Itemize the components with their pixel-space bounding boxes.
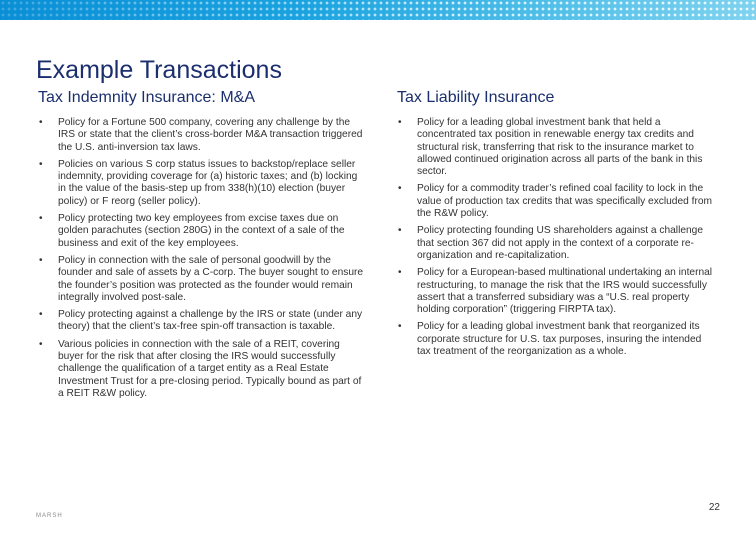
bullet-icon: • — [39, 158, 43, 170]
bullet-icon: • — [39, 213, 43, 225]
list-item-text: Various policies in connection with the sale of a REIT, covering buyer for the risk that after closing the IRS would successfully challenge the qualification of a target entity as a Real Estate Investment Trust for a pre-closing period. Typically bound as part of a REIT R&W policy. — [58, 338, 362, 399]
page-title: Example Transactions — [36, 56, 282, 84]
list-item-text: Policy for a leading global investment bank that held a concentrated tax position in renewable energy tax credits and structural risk, transferring that risk to the insurance market to allowed continued origination across all parts of the bank in this sector. — [417, 117, 703, 178]
left-bullet-list — [38, 117, 366, 400]
list-item-text: Policy for a Fortune 500 company, covering any challenge by the IRS or state that the client’s cross-border M&A transaction triggered the U.S. anti-inversion tax laws. — [58, 117, 363, 153]
bullet-icon: • — [39, 309, 43, 321]
page-number: 22 — [708, 502, 720, 513]
list-item — [38, 255, 366, 304]
tax-liability-column — [397, 89, 715, 363]
list-item — [38, 339, 366, 400]
list-item-text: Policy for a European-based multinational undertaking an internal restructuring, to manage the risk that the IRS would successfully assert that a transferred subsidiary was a “U.S. real property holding corporation” (triggering FIRPTA tax). — [417, 267, 713, 316]
list-item — [397, 225, 715, 262]
top-decorative-band — [0, 0, 756, 20]
bullet-icon: • — [39, 338, 43, 350]
list-item — [38, 213, 366, 250]
list-item-text: Policies on various S corp status issues to backstop/replace seller indemnity, providing coverage for (a) historic taxes; and (b) locking in the value of the basis-step up from 338(h)(10) election (buyer policy) or F reorg (seller policy). — [58, 158, 358, 207]
bullet-icon: • — [398, 225, 402, 237]
list-item-text: Policy for a commodity trader’s refined coal facility to lock in the value of production tax credits that was specifically excluded from the R&W policy. — [417, 183, 713, 220]
bullet-icon: • — [39, 254, 43, 266]
bullet-icon: • — [398, 267, 402, 279]
bullet-icon: • — [398, 183, 402, 195]
list-item — [397, 117, 715, 178]
tax-indemnity-column — [38, 89, 366, 405]
list-item-text: Policy protecting two key employees from excise taxes due on golden parachutes (section 280G) in the context of a sale of the business and exit of the key employees. — [58, 213, 345, 249]
list-item — [397, 183, 715, 220]
right-column-heading: Tax Liability Insurance — [397, 89, 555, 106]
list-item — [38, 309, 366, 334]
list-item-text: Policy protecting founding US shareholders against a challenge that section 367 did not apply in the context of a corporate re-organization and re-capitalization. — [417, 225, 703, 261]
left-column-heading: Tax Indemnity Insurance: M&A — [38, 89, 255, 106]
bullet-icon: • — [398, 117, 402, 128]
list-item-text: Policy for a leading global investment bank that reorganized its corporate structure for U.S. tax purposes, insuring the intended tax treatment of the reorganization as a whole. — [417, 321, 702, 358]
list-item — [397, 267, 715, 316]
list-item-text: Policy protecting against a challenge by the IRS or state (under any theory) that the client’s tax-free spin-off transaction is taxable. — [58, 309, 363, 333]
list-item — [38, 117, 366, 154]
right-bullet-list — [397, 117, 715, 358]
list-item — [38, 159, 366, 208]
bullet-icon: • — [398, 321, 402, 333]
list-item-text: Policy in connection with the sale of personal goodwill by the founder and sale of assets by a C-corp. The buyer sought to ensure the founder’s position was protected as the founder would remain integrally involved post-sale. — [58, 254, 364, 303]
marsh-logo: MARSH — [36, 513, 63, 519]
band-dot-pattern — [0, 0, 756, 20]
bullet-icon: • — [39, 117, 43, 128]
list-item — [397, 321, 715, 358]
